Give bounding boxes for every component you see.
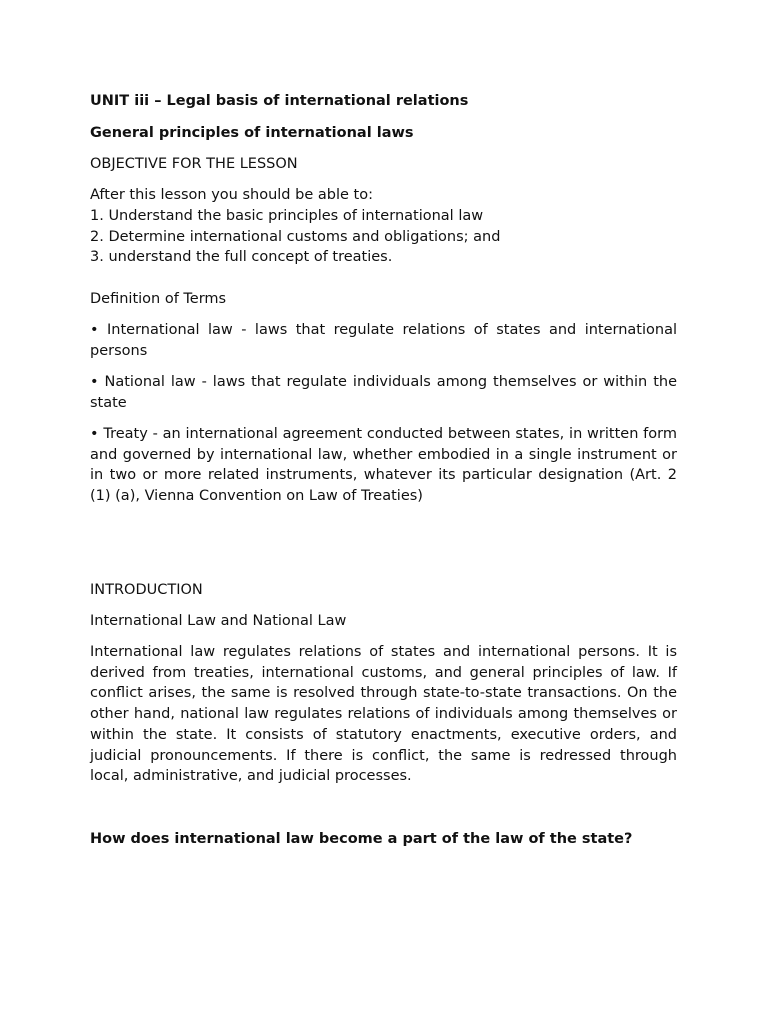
objective-intro: After this lesson you should be able to:	[90, 187, 373, 203]
objective-item: 1. Understand the basic principles of international law	[90, 208, 484, 224]
objective-item: 3. understand the full concept of treaties.	[90, 249, 393, 265]
definition-item: • National law - laws that regulate individuals among themselves or within the state	[90, 374, 677, 411]
definition-item: • Treaty - an international agreement conducted between states, in written form and governed by international law, whether embodied in a single instrument or in two or more related instruments, whatever its particular designation (Art. 2 (1) (a), Vienna Convention on Law of Treaties)	[90, 426, 677, 505]
unit-title: UNIT iii – Legal basis of international relations	[90, 93, 469, 109]
lesson-subtitle: General principles of international laws	[90, 125, 414, 141]
definition-item: • International law - laws that regulate relations of states and international persons	[90, 322, 677, 359]
objective-heading: OBJECTIVE FOR THE LESSON	[90, 156, 298, 172]
question-heading: How does international law become a part of the law of the state?	[90, 831, 633, 847]
introduction-heading: INTRODUCTION	[90, 582, 203, 598]
introduction-paragraph: International law regulates relations of states and international persons. It is derived from treaties, international customs, and general principles of law. If conflict arises, the same is resolved through state-to-state transactions. On the other hand, national law regulates relations of individuals among themselves or within the state. It consists of statutory enactments, executive orders, and judicial pronouncements. If there is conflict, the same is redressed through local, administrative, and judicial processes.	[90, 644, 677, 785]
introduction-subheading: International Law and National Law	[90, 613, 347, 629]
definitions-heading: Definition of Terms	[90, 291, 227, 307]
objective-item: 2. Determine international customs and obligations; and	[90, 229, 501, 245]
